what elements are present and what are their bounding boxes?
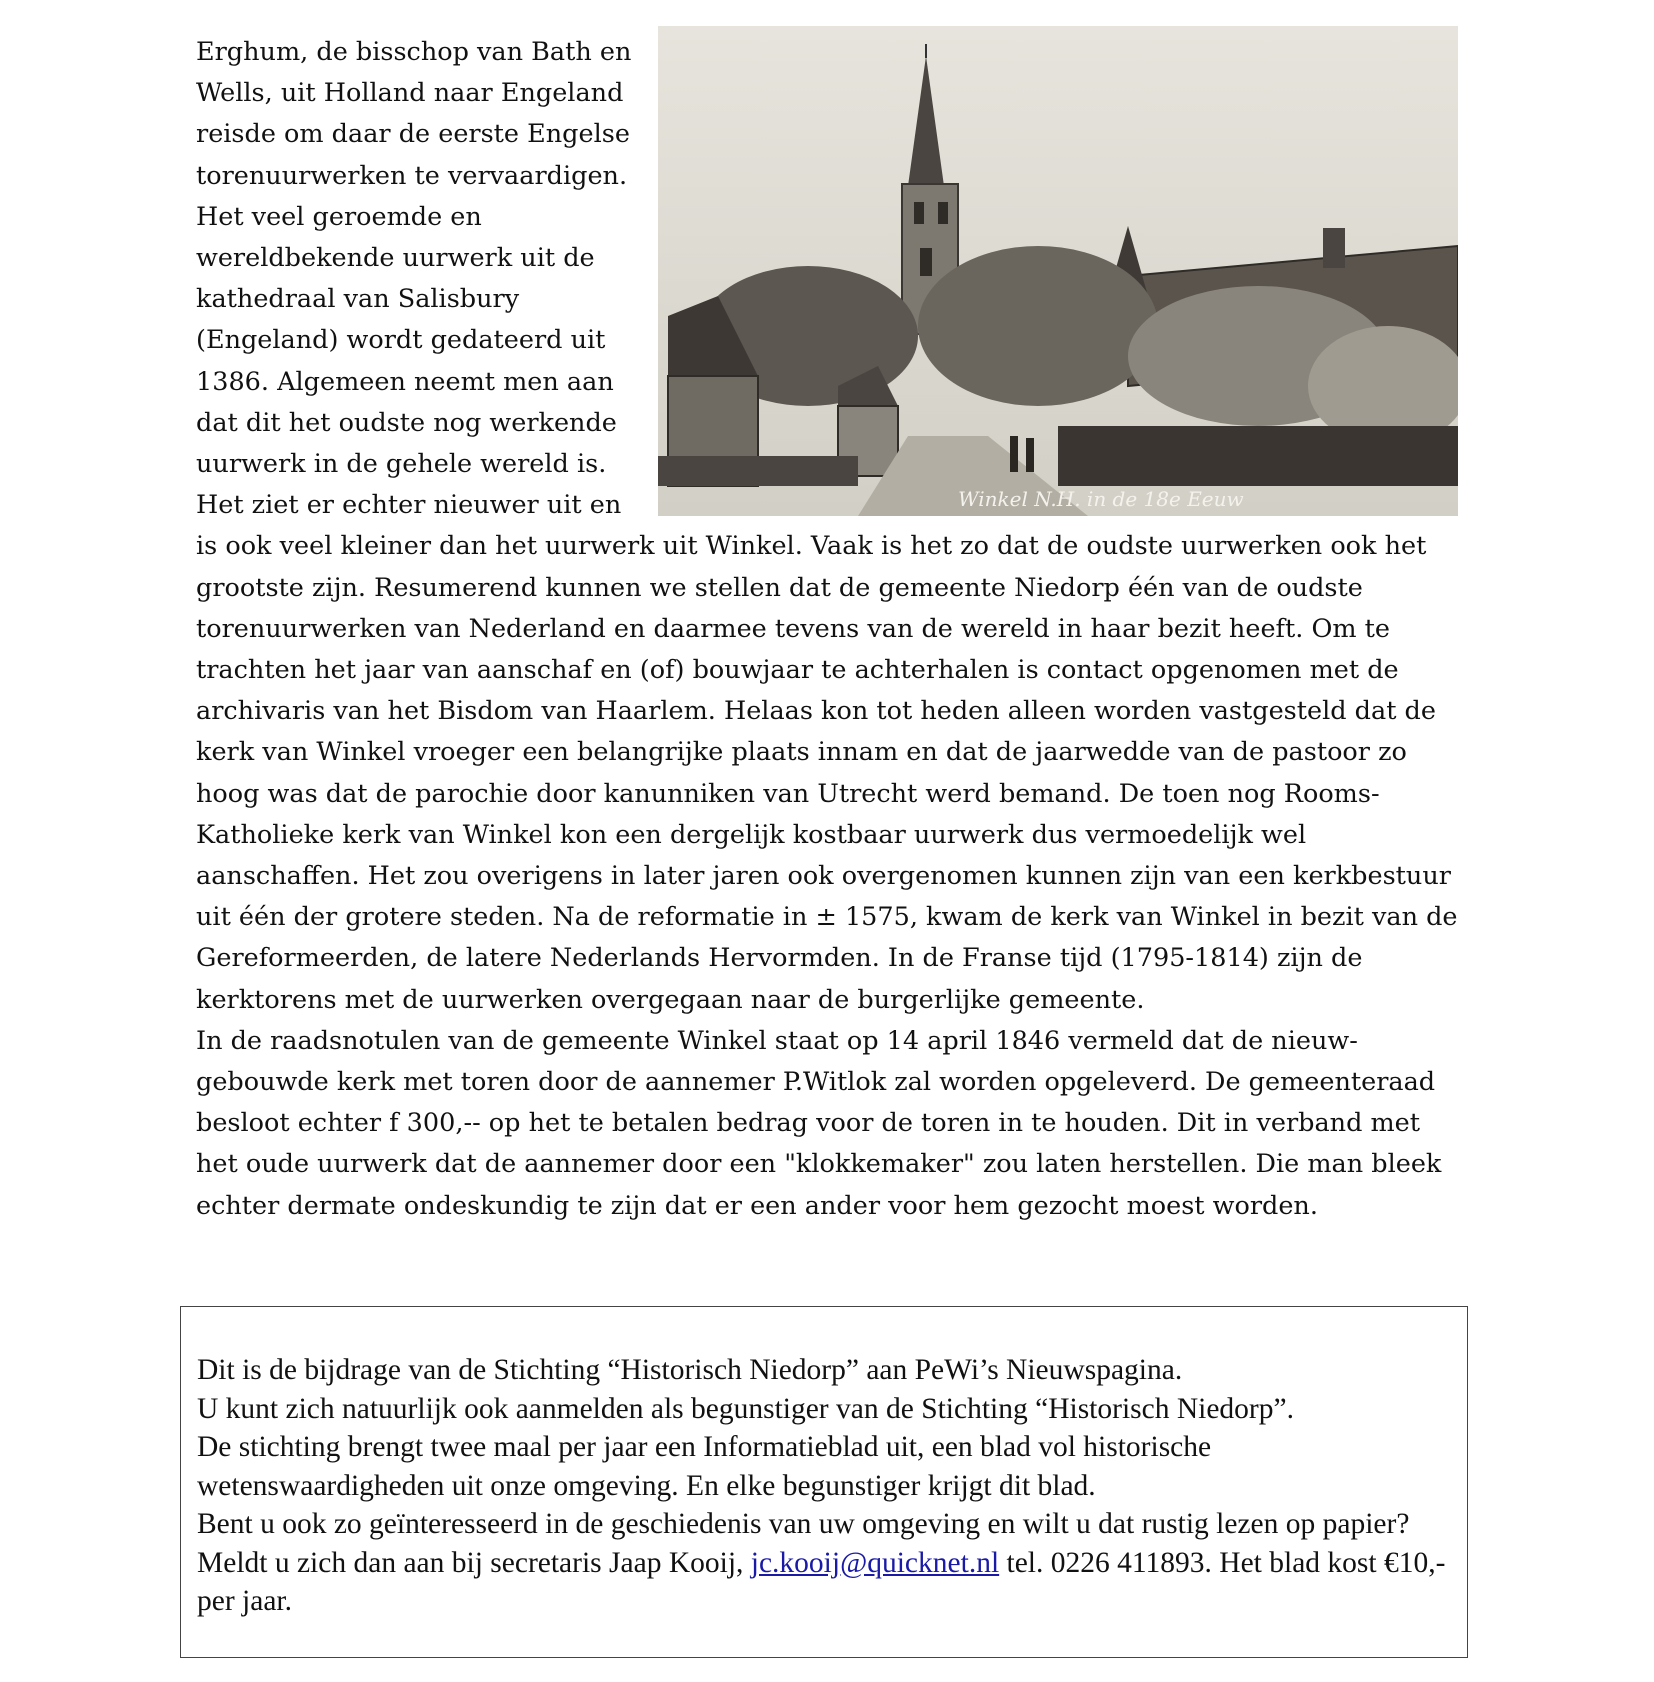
- church-drawing-svg: [658, 26, 1458, 516]
- contribution-line-1: Dit is de bijdrage van de Stichting “Historisch Niedorp” aan PeWi’s Nieuwspagina.: [197, 1354, 1183, 1386]
- tree-cluster-center: [918, 246, 1158, 406]
- contribution-line-2: U kunt zich natuurlijk ook aanmelden als begunstiger van de Stichting “Historisch Niedorp”.: [197, 1392, 1294, 1425]
- contribution-box: [180, 1306, 1468, 1658]
- tower-window-right: [938, 202, 948, 224]
- fence-left: [658, 456, 858, 486]
- contribution-text: [197, 1351, 1459, 1621]
- chimney: [1323, 228, 1345, 268]
- contact-text-after-email: tel. 0226 411893. Het blad kost €10,- per jaar.: [197, 1546, 1446, 1617]
- contribution-line-3: De stichting brengt twee maal per jaar een Informatieblad uit, een blad vol historische wetenswaardigheden uit onze omgeving. En elke begunstiger krijgt dit blad.: [197, 1431, 1212, 1502]
- contact-text-before-email: Bent u ook zo geïnteresseerd in de geschiedenis van uw omgeving en wilt u dat rustig lezen op papier? Meldt u zich dan aan bij secretaris Jaap Kooij,: [197, 1508, 1410, 1579]
- fence-right: [1058, 426, 1458, 486]
- email-link[interactable]: jc.kooij@quicknet.nl: [750, 1546, 1000, 1579]
- contribution-line-4: [197, 1505, 1459, 1621]
- church-illustration: [658, 32, 1458, 520]
- tower-window-left: [914, 202, 924, 224]
- figure-2: [1026, 438, 1034, 472]
- tower-window-lower: [920, 248, 932, 276]
- drawing-caption: Winkel N.H. in de 18e Eeuw: [958, 487, 1244, 511]
- article-paragraph-1: Erghum, de bisschop van Bath en Wells, uit Holland naar Engeland reisde om daar de eerste Engelse torenuurwerken te vervaardigen. Het veel geroemde en wereldbekende uurwerk uit de kathedraal van Salisbury (Engeland) wordt gedateerd uit 1386. Algemeen neemt men aan dat dit het oudste nog werkende uurwerk in de gehele wereld is. Het ziet er echter nieuwer uit en is ook veel kleiner dan het uurwerk uit Winkel. Vaak is het zo dat de oudste uurwerken ook het grootste zijn. Resumerend kunnen we stellen dat de gemeente Niedorp één van de oudste torenuurwerken van Nederland en daarmee tevens van de wereld in haar bezit heeft. Om te trachten het jaar van aanschaf en (of) bouwjaar te achterhalen is contact opgenomen met de archivaris van het Bisdom van Haarlem. Helaas kon tot heden alleen worden vastgesteld dat de kerk van Winkel vroeger een belangrijke plaats innam en dat de jaarwedde van de pastoor zo hoog was dat de parochie door kanunniken van Utrecht werd bemand. De toen nog Rooms-Katholieke kerk van Winkel kon een dergelijk kostbaar uurwerk dus vermoedelijk wel aanschaffen. Het zou overigens in later jaren ook overgenomen kunnen zijn van een kerkbestuur uit één der grotere steden. Na de reformatie in ± 1575, kwam de kerk van Winkel in bezit van de Gereformeerden, de latere Nederlands Hervormden. In de Franse tijd (1795-1814) zijn de kerktorens met de uurwerken overgegaan naar de burgerlijke gemeente.: [196, 37, 1458, 1015]
- article-paragraph-2: In de raadsnotulen van de gemeente Winkel staat op 14 april 1846 vermeld dat de nieuw-gebouwde kerk met toren door de aannemer P.Witlok zal worden opgeleverd. De gemeenteraad besloot echter f 300,-- op het te betalen bedrag voor de toren in te houden. Dit in verband met het oude uurwerk dat de aannemer door een "klokkemaker" zou laten herstellen. Die man bleek echter dermate ondeskundig te zijn dat er een ander voor hem gezocht moest worden.: [196, 1025, 1442, 1221]
- figure-1: [1010, 436, 1018, 472]
- article-body: [196, 32, 1458, 1227]
